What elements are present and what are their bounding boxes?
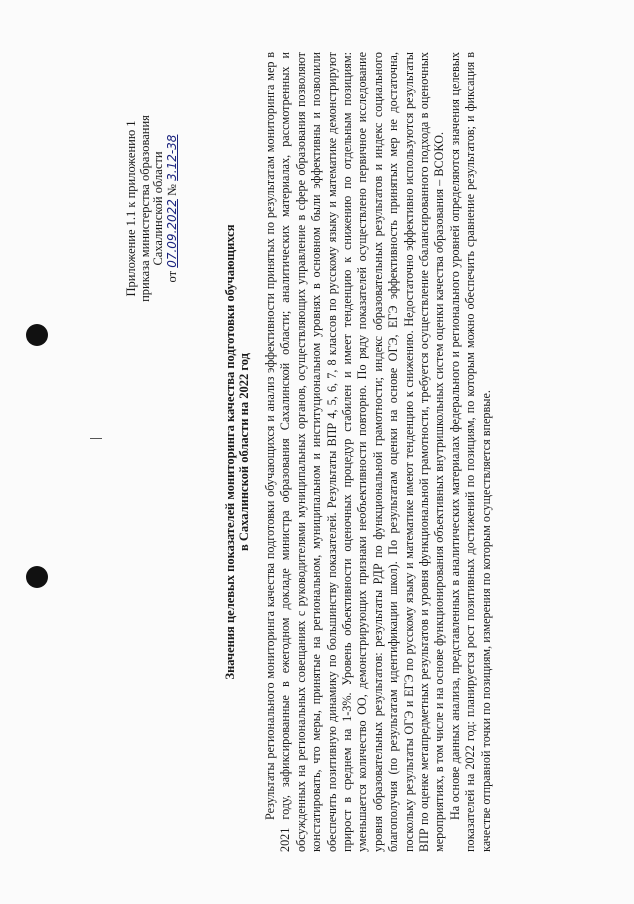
body-paragraph: На основе данных анализа, представленных в аналитических материалах федерального и регионального уровней определяются значения целевых показателей на 2022 год: планируется рост позитивных достижений по позициям, по которым можно обеспечить сравнение результатов; и фиксация в качестве отправной точки по позициям, измерения по которым осуществляется впервые. [447,52,493,852]
from-label: от [164,270,179,283]
approval-block [125,86,179,331]
approval-line: Сахалинской области [151,151,165,266]
approval-date-row [166,86,180,331]
document-body [263,52,494,852]
approval-line: приказа министерства образования [137,115,152,302]
title-line: в Сахалинской области на 2022 год [237,353,251,551]
handwritten-number: 3.12-38 [164,134,179,181]
title-line: Значения целевых показателей мониторинга качества подготовки обучающихся [223,224,237,680]
approval-line: Приложение 1.1 к приложению 1 [124,120,138,297]
rotated-document [37,22,597,882]
body-paragraph: Результаты регионального мониторинга качества подготовки обучающихся и анализ эффективности принятых по результатам мониторинга мер в 2021 году, зафиксированные в ежегодном докладе министра образования Сахалинской области; аналитических материалах, рассмотренных и обсужденных на региональных совещаниях с руководителями муниципальных органов, осуществляющих управление в сфере образования позволяют констатировать, что меры, принятые на региональном, муниципальном и институциональном уровнях в основном были эффективны и позволили обеспечить позитивную динамику по большинству показателей. Результаты ВПР 4, 5, 6, 7, 8 классов по русскому языку и математике демонстрируют прирост в среднем на 1-3%. Уровень объективности оценочных процедур стабилен и имеет тенденцию к снижению по отдельным позициям: уменьшается количество ОО, демонстрирующих признаки необъективности повторно. По ряду показателей осуществлено первичное исследование уровня образовательных результатов: результаты РДР по функциональной грамотности; индекс образовательных результатов и индекс социального благополучия (по результатам идентификации школ). По результатам оценки на основе ОГЭ, ЕГЭ эффективность принятых мер не достаточна, поскольку результаты ОГЭ и ЕГЭ по русскому языку и математике имеют тенденцию к снижению. Недостаточно эффективно используются результаты ВПР по оценке метапредметных результатов и уровня функциональной грамотности, требуется осуществление сбалансированного подхода в оценочных мероприятиях, в том числе и на основе функционирования объективных внутришкольных систем оценки качества образования – ВСОКО. [263,52,447,852]
document-title [223,22,251,882]
number-label: № [164,184,179,196]
handwritten-date: 07.09.2022 [164,199,179,268]
